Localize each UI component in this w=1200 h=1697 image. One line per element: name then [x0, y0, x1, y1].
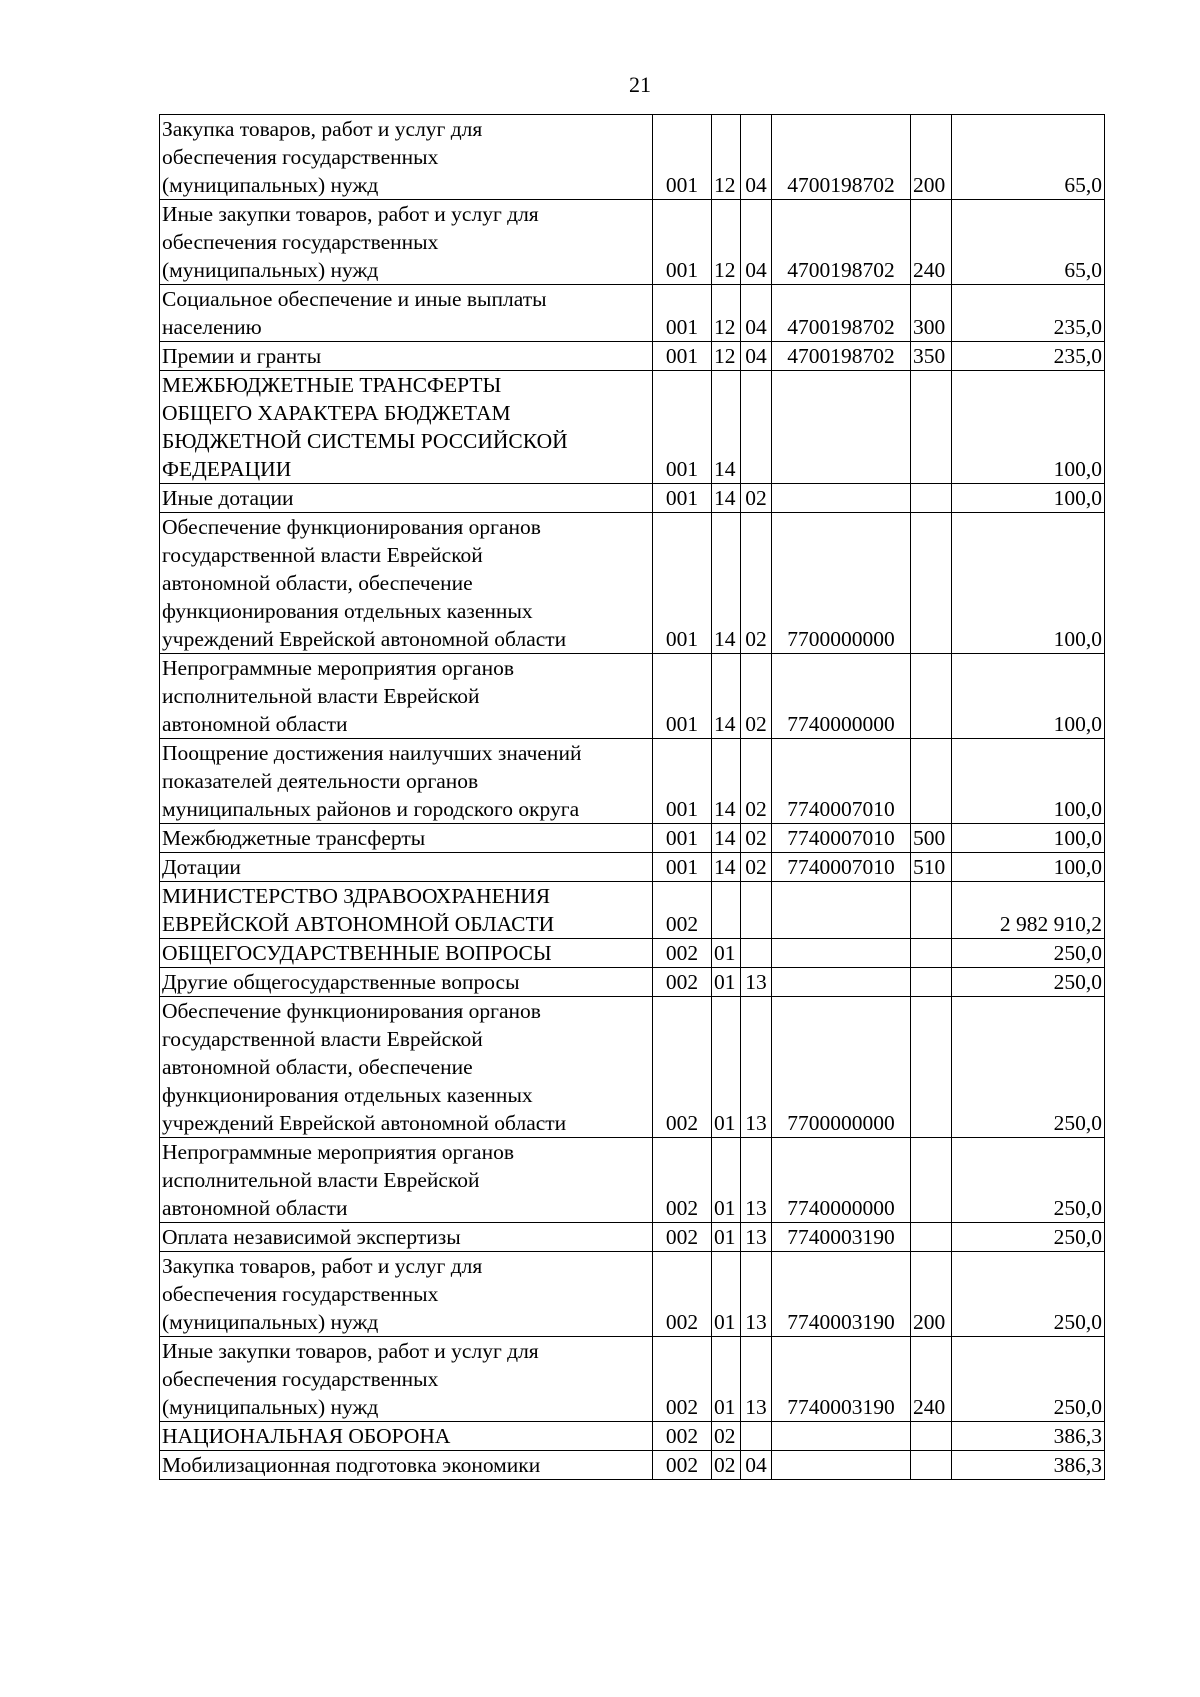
amount-cell: 100,0	[952, 853, 1105, 882]
item-name-line: автономной области	[162, 1196, 348, 1220]
target-article-code-cell: 4700198702	[772, 200, 911, 285]
item-name-line: (муниципальных) нужд	[162, 173, 379, 197]
expense-type-code-cell	[911, 654, 952, 739]
target-article-code-cell	[772, 882, 911, 939]
expense-type-code-cell: 200	[911, 115, 952, 200]
expense-type-code-cell	[911, 513, 952, 654]
section-code-cell: 02	[712, 1451, 741, 1480]
amount-cell: 100,0	[952, 484, 1105, 513]
target-article-code-cell: 7740003190	[772, 1252, 911, 1337]
item-name-line: Другие общегосударственные вопросы	[162, 970, 520, 994]
section-code-cell: 01	[712, 997, 741, 1138]
amount-cell: 65,0	[952, 200, 1105, 285]
section-code-cell: 01	[712, 1138, 741, 1223]
item-name-cell	[160, 1451, 653, 1480]
item-name-cell	[160, 882, 653, 939]
item-name-cell	[160, 513, 653, 654]
department-code-cell: 002	[653, 939, 712, 968]
item-name-line: ЕВРЕЙСКОЙ АВТОНОМНОЙ ОБЛАСТИ	[162, 912, 555, 936]
expense-type-code-cell: 510	[911, 853, 952, 882]
subsection-code-cell: 02	[741, 654, 772, 739]
table-row	[160, 200, 1105, 285]
table-row	[160, 1337, 1105, 1422]
section-code-cell: 01	[712, 1252, 741, 1337]
department-code-cell: 002	[653, 1223, 712, 1252]
department-code-cell: 001	[653, 342, 712, 371]
item-name-line: Обеспечение функционирования органов	[162, 515, 541, 539]
item-name-line: исполнительной власти Еврейской	[162, 1168, 480, 1192]
table-row	[160, 824, 1105, 853]
table-row	[160, 739, 1105, 824]
expense-type-code-cell	[911, 484, 952, 513]
section-code-cell: 14	[712, 654, 741, 739]
section-code-cell: 12	[712, 285, 741, 342]
department-code-cell: 001	[653, 115, 712, 200]
expense-type-code-cell: 500	[911, 824, 952, 853]
amount-cell: 250,0	[952, 1138, 1105, 1223]
amount-cell: 386,3	[952, 1422, 1105, 1451]
table-row	[160, 115, 1105, 200]
expense-type-code-cell: 200	[911, 1252, 952, 1337]
table-row	[160, 513, 1105, 654]
table-row	[160, 1451, 1105, 1480]
subsection-code-cell: 02	[741, 739, 772, 824]
item-name-line: государственной власти Еврейской	[162, 543, 483, 567]
table-row	[160, 371, 1105, 484]
amount-cell: 100,0	[952, 371, 1105, 484]
expense-type-code-cell	[911, 939, 952, 968]
item-name-line: Мобилизационная подготовка экономики	[162, 1453, 541, 1477]
expense-type-code-cell: 300	[911, 285, 952, 342]
target-article-code-cell: 7740007010	[772, 853, 911, 882]
item-name-line: Иные закупки товаров, работ и услуг для	[162, 1339, 539, 1363]
item-name-cell	[160, 285, 653, 342]
department-code-cell: 001	[653, 371, 712, 484]
target-article-code-cell: 7740000000	[772, 1138, 911, 1223]
item-name-line: Непрограммные мероприятия органов	[162, 1140, 514, 1164]
expense-type-code-cell	[911, 1451, 952, 1480]
item-name-line: НАЦИОНАЛЬНАЯ ОБОРОНА	[162, 1424, 451, 1448]
subsection-code-cell	[741, 882, 772, 939]
item-name-cell	[160, 997, 653, 1138]
subsection-code-cell: 13	[741, 1337, 772, 1422]
subsection-code-cell: 13	[741, 997, 772, 1138]
target-article-code-cell: 7700000000	[772, 513, 911, 654]
item-name-cell	[160, 1138, 653, 1223]
section-code-cell: 02	[712, 1422, 741, 1451]
table-row	[160, 1422, 1105, 1451]
table-row	[160, 882, 1105, 939]
item-name-line: муниципальных районов и городского округа	[162, 797, 580, 821]
table-row	[160, 968, 1105, 997]
subsection-code-cell: 04	[741, 200, 772, 285]
item-name-line: автономной области, обеспечение	[162, 571, 473, 595]
amount-cell: 250,0	[952, 997, 1105, 1138]
item-name-cell	[160, 824, 653, 853]
subsection-code-cell: 04	[741, 115, 772, 200]
item-name-line: учреждений Еврейской автономной области	[162, 1111, 567, 1135]
item-name-line: БЮДЖЕТНОЙ СИСТЕМЫ РОССИЙСКОЙ	[162, 429, 568, 453]
subsection-code-cell: 13	[741, 1223, 772, 1252]
section-code-cell: 01	[712, 1337, 741, 1422]
item-name-line: Закупка товаров, работ и услуг для	[162, 1254, 483, 1278]
item-name-line: показателей деятельности органов	[162, 769, 479, 793]
item-name-line: (муниципальных) нужд	[162, 258, 379, 282]
item-name-cell	[160, 200, 653, 285]
department-code-cell: 002	[653, 1252, 712, 1337]
item-name-line: Социальное обеспечение и иные выплаты	[162, 287, 547, 311]
subsection-code-cell: 02	[741, 853, 772, 882]
target-article-code-cell: 4700198702	[772, 285, 911, 342]
section-code-cell: 01	[712, 939, 741, 968]
department-code-cell: 001	[653, 654, 712, 739]
department-code-cell: 002	[653, 1451, 712, 1480]
section-code-cell: 14	[712, 371, 741, 484]
item-name-line: ОБЩЕГОСУДАРСТВЕННЫЕ ВОПРОСЫ	[162, 941, 552, 965]
item-name-line: Дотации	[162, 855, 241, 879]
section-code-cell: 12	[712, 115, 741, 200]
target-article-code-cell	[772, 1451, 911, 1480]
target-article-code-cell: 7740007010	[772, 824, 911, 853]
target-article-code-cell	[772, 939, 911, 968]
expense-type-code-cell	[911, 882, 952, 939]
item-name-line: Закупка товаров, работ и услуг для	[162, 117, 483, 141]
target-article-code-cell: 7740007010	[772, 739, 911, 824]
amount-cell: 235,0	[952, 285, 1105, 342]
table-row	[160, 484, 1105, 513]
expense-type-code-cell: 240	[911, 1337, 952, 1422]
item-name-line: автономной области	[162, 712, 348, 736]
amount-cell: 100,0	[952, 739, 1105, 824]
table-row	[160, 285, 1105, 342]
department-code-cell: 001	[653, 739, 712, 824]
target-article-code-cell	[772, 484, 911, 513]
item-name-line: государственной власти Еврейской	[162, 1027, 483, 1051]
item-name-cell	[160, 1223, 653, 1252]
expense-type-code-cell	[911, 1223, 952, 1252]
table-row	[160, 654, 1105, 739]
item-name-line: Иные закупки товаров, работ и услуг для	[162, 202, 539, 226]
department-code-cell: 002	[653, 968, 712, 997]
table-row	[160, 1138, 1105, 1223]
item-name-line: Непрограммные мероприятия органов	[162, 656, 514, 680]
section-code-cell: 12	[712, 200, 741, 285]
subsection-code-cell: 02	[741, 513, 772, 654]
section-code-cell: 01	[712, 968, 741, 997]
section-code-cell: 14	[712, 484, 741, 513]
department-code-cell: 002	[653, 1138, 712, 1223]
amount-cell: 235,0	[952, 342, 1105, 371]
department-code-cell: 002	[653, 1337, 712, 1422]
budget-table-body	[160, 115, 1105, 1480]
target-article-code-cell	[772, 371, 911, 484]
item-name-line: Иные дотации	[162, 486, 294, 510]
item-name-line: функционирования отдельных казенных	[162, 1083, 533, 1107]
item-name-line: (муниципальных) нужд	[162, 1395, 379, 1419]
department-code-cell: 001	[653, 824, 712, 853]
target-article-code-cell: 4700198702	[772, 115, 911, 200]
subsection-code-cell	[741, 371, 772, 484]
section-code-cell: 01	[712, 1223, 741, 1252]
amount-cell: 2 982 910,2	[952, 882, 1105, 939]
item-name-line: функционирования отдельных казенных	[162, 599, 533, 623]
subsection-code-cell: 02	[741, 824, 772, 853]
subsection-code-cell: 13	[741, 968, 772, 997]
item-name-line: ОБЩЕГО ХАРАКТЕРА БЮДЖЕТАМ	[162, 401, 511, 425]
amount-cell: 250,0	[952, 939, 1105, 968]
expense-type-code-cell	[911, 739, 952, 824]
target-article-code-cell: 7700000000	[772, 997, 911, 1138]
amount-cell: 100,0	[952, 513, 1105, 654]
target-article-code-cell	[772, 968, 911, 997]
item-name-line: исполнительной власти Еврейской	[162, 684, 480, 708]
item-name-line: МИНИСТЕРСТВО ЗДРАВООХРАНЕНИЯ	[162, 884, 551, 908]
table-row	[160, 939, 1105, 968]
item-name-line: автономной области, обеспечение	[162, 1055, 473, 1079]
amount-cell: 250,0	[952, 968, 1105, 997]
item-name-cell	[160, 853, 653, 882]
item-name-cell	[160, 115, 653, 200]
item-name-cell	[160, 1337, 653, 1422]
section-code-cell	[712, 882, 741, 939]
section-code-cell: 14	[712, 853, 741, 882]
department-code-cell: 001	[653, 200, 712, 285]
department-code-cell: 001	[653, 285, 712, 342]
table-row	[160, 1252, 1105, 1337]
target-article-code-cell: 7740000000	[772, 654, 911, 739]
expense-type-code-cell: 240	[911, 200, 952, 285]
department-code-cell: 001	[653, 853, 712, 882]
item-name-line: ФЕДЕРАЦИИ	[162, 457, 292, 481]
target-article-code-cell: 4700198702	[772, 342, 911, 371]
item-name-cell	[160, 484, 653, 513]
item-name-cell	[160, 939, 653, 968]
section-code-cell: 14	[712, 824, 741, 853]
item-name-line: МЕЖБЮДЖЕТНЫЕ ТРАНСФЕРТЫ	[162, 373, 502, 397]
item-name-line: обеспечения государственных	[162, 230, 439, 254]
item-name-line: (муниципальных) нужд	[162, 1310, 379, 1334]
department-code-cell: 002	[653, 1422, 712, 1451]
expense-type-code-cell	[911, 1138, 952, 1223]
table-row	[160, 853, 1105, 882]
item-name-cell	[160, 371, 653, 484]
item-name-cell	[160, 654, 653, 739]
amount-cell: 250,0	[952, 1337, 1105, 1422]
section-code-cell: 14	[712, 513, 741, 654]
department-code-cell: 002	[653, 882, 712, 939]
target-article-code-cell: 7740003190	[772, 1337, 911, 1422]
item-name-line: Оплата независимой экспертизы	[162, 1225, 461, 1249]
expense-type-code-cell	[911, 1422, 952, 1451]
subsection-code-cell: 13	[741, 1252, 772, 1337]
item-name-line: Премии и гранты	[162, 344, 322, 368]
subsection-code-cell: 04	[741, 285, 772, 342]
section-code-cell: 12	[712, 342, 741, 371]
subsection-code-cell	[741, 939, 772, 968]
target-article-code-cell	[772, 1422, 911, 1451]
amount-cell: 250,0	[952, 1223, 1105, 1252]
item-name-line: учреждений Еврейской автономной области	[162, 627, 567, 651]
department-code-cell: 001	[653, 513, 712, 654]
item-name-line: Поощрение достижения наилучших значений	[162, 741, 582, 765]
amount-cell: 100,0	[952, 654, 1105, 739]
budget-table	[159, 114, 1105, 1480]
page-number: 21	[629, 72, 651, 97]
subsection-code-cell: 04	[741, 342, 772, 371]
department-code-cell: 002	[653, 997, 712, 1138]
item-name-line: Межбюджетные трансферты	[162, 826, 426, 850]
item-name-cell	[160, 1422, 653, 1451]
expense-type-code-cell	[911, 968, 952, 997]
item-name-line: населению	[162, 315, 262, 339]
amount-cell: 100,0	[952, 824, 1105, 853]
item-name-line: обеспечения государственных	[162, 1282, 439, 1306]
item-name-line: Обеспечение функционирования органов	[162, 999, 541, 1023]
section-code-cell: 14	[712, 739, 741, 824]
expense-type-code-cell: 350	[911, 342, 952, 371]
amount-cell: 250,0	[952, 1252, 1105, 1337]
item-name-cell	[160, 1252, 653, 1337]
item-name-cell	[160, 968, 653, 997]
expense-type-code-cell	[911, 371, 952, 484]
table-row	[160, 1223, 1105, 1252]
item-name-line: обеспечения государственных	[162, 1367, 439, 1391]
item-name-line: обеспечения государственных	[162, 145, 439, 169]
amount-cell: 386,3	[952, 1451, 1105, 1480]
target-article-code-cell: 7740003190	[772, 1223, 911, 1252]
department-code-cell: 001	[653, 484, 712, 513]
item-name-cell	[160, 342, 653, 371]
table-row	[160, 342, 1105, 371]
item-name-cell	[160, 739, 653, 824]
subsection-code-cell: 13	[741, 1138, 772, 1223]
subsection-code-cell: 02	[741, 484, 772, 513]
subsection-code-cell	[741, 1422, 772, 1451]
subsection-code-cell: 04	[741, 1451, 772, 1480]
expense-type-code-cell	[911, 997, 952, 1138]
table-row	[160, 997, 1105, 1138]
amount-cell: 65,0	[952, 115, 1105, 200]
